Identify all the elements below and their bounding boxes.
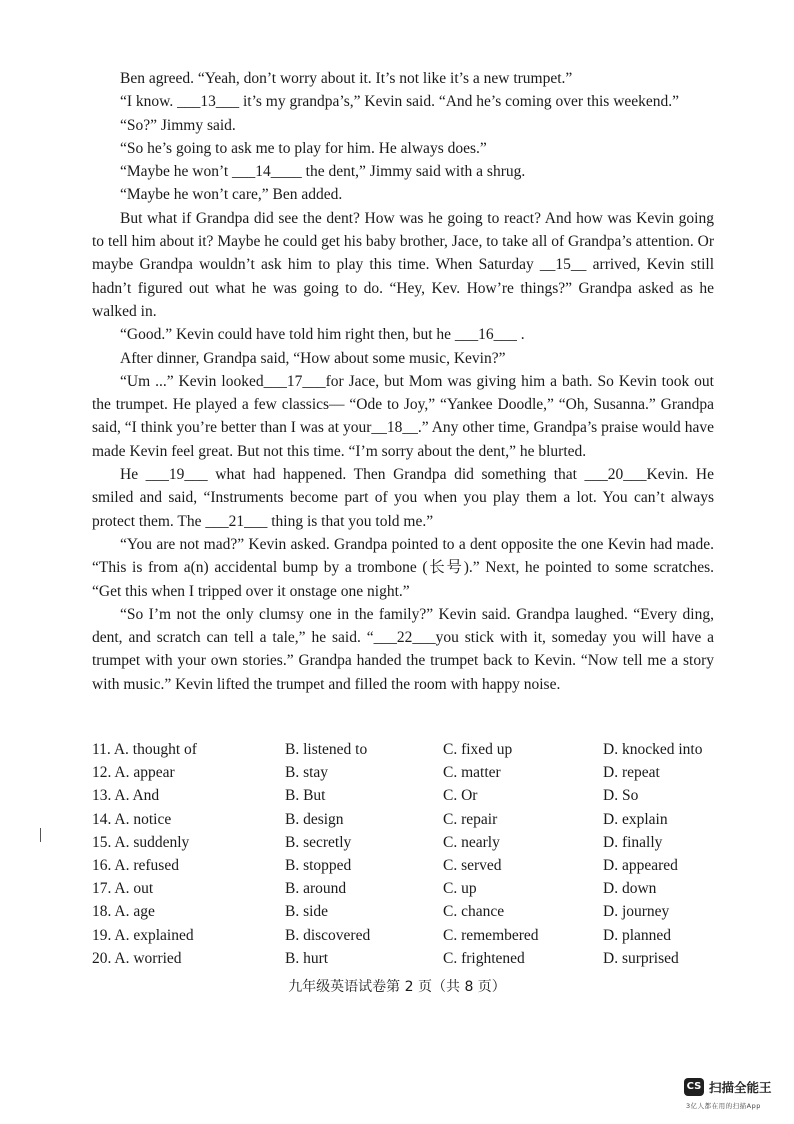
- page-footer: 九年级英语试卷第 2 页（共 8 页）: [288, 979, 506, 995]
- option-c: C. remembered: [443, 926, 539, 944]
- passage-paragraph: “Um ...” Kevin looked___17___for Jace, but Mom was giving him a bath. So Kevin took out the trumpet. He played a few classics— “Ode to Joy,” “Yankee Doodle,” “Oh, Susanna.” Grandpa said, “I think you’re better than I was at your__18__.” Any other time, Grandpa’s praise would have made Kevin feel great. But not this time. “I’m sorry about the dent,” he blurted.: [92, 372, 714, 460]
- scanner-watermark: [684, 1078, 772, 1096]
- option-a: 13. A. And: [92, 787, 160, 805]
- option-a: 15. A. suddenly: [92, 833, 190, 851]
- cs-logo-icon: CS: [684, 1078, 704, 1096]
- option-c: C. frightened: [443, 949, 525, 967]
- option-a: 17. A. out: [92, 880, 154, 898]
- option-d: D. So: [603, 787, 639, 805]
- option-c: C. up: [443, 880, 477, 898]
- answer-options: [92, 738, 722, 970]
- option-row-19: [92, 924, 722, 947]
- option-a: 19. A. explained: [92, 926, 194, 944]
- option-row-12: [92, 761, 722, 784]
- option-a: 14. A. notice: [92, 810, 172, 828]
- option-row-11: [92, 738, 722, 761]
- option-b: B. stay: [285, 764, 329, 782]
- passage-paragraph: “So?” Jimmy said.: [120, 116, 236, 134]
- option-row-15: [92, 831, 722, 854]
- option-c: C. matter: [443, 764, 501, 782]
- option-d: D. explain: [603, 810, 668, 828]
- option-b: B. But: [285, 787, 326, 805]
- option-b: B. discovered: [285, 926, 371, 944]
- passage-paragraph: “You are not mad?” Kevin asked. Grandpa pointed to a dent opposite the one Kevin had made. “This is from a(n) accidental bump by a trombone (长号).” Next, he pointed to some scratches. “Get this when I tripped over it onstage one night.”: [92, 535, 714, 600]
- scanner-tagline: 3亿人都在用的扫描App: [686, 1102, 761, 1110]
- option-d: D. journey: [603, 903, 670, 921]
- option-b: B. design: [285, 810, 344, 828]
- option-row-14: [92, 808, 722, 831]
- passage-paragraph: “So he’s going to ask me to play for him. He always does.”: [120, 139, 487, 157]
- option-d: D. repeat: [603, 764, 660, 782]
- option-b: B. around: [285, 880, 347, 898]
- passage-paragraph: He ___19___ what had happened. Then Grandpa did something that ___20___Kevin. He smiled and said, “Instruments become part of you when you play them a lot. You can’t always protect them. The ___21___ thing is that you told me.”: [92, 466, 714, 530]
- option-b: B. side: [285, 903, 329, 921]
- option-a: 18. A. age: [92, 903, 155, 921]
- passage-paragraph: “So I’m not the only clumsy one in the family?” Kevin said. Grandpa laughed. “Every ding, dent, and scratch can tell a tale,” he said. “___22___you stick with it, someday you will have a trumpet with your own stories.” Grandpa handed the trumpet back to Kevin. “Now tell me a story with music.” Kevin lifted the trumpet and filled the room with happy noise.: [92, 605, 714, 693]
- passage-paragraph: “Good.” Kevin could have told him right then, but he ___16___ .: [120, 326, 525, 344]
- option-c: C. fixed up: [443, 741, 513, 758]
- passage-paragraph: “Maybe he won’t care,” Ben added.: [120, 186, 343, 204]
- option-a: 11. A. thought of: [92, 741, 197, 758]
- option-b: B. stopped: [285, 856, 352, 874]
- option-row-18: [92, 900, 722, 923]
- option-b: B. secretly: [285, 833, 352, 851]
- option-a: 20. A. worried: [92, 949, 182, 967]
- option-c: C. chance: [443, 903, 505, 921]
- passage-paragraph: Ben agreed. “Yeah, don’t worry about it. It’s not like it’s a new trumpet.”: [120, 70, 573, 87]
- option-row-20: [92, 947, 722, 970]
- option-d: D. finally: [603, 833, 663, 851]
- passage-paragraph: But what if Grandpa did see the dent? How was he going to react? And how was Kevin going to tell him about it? Maybe he could get his baby brother, Jace, to take all of Grandpa’s attention. Or maybe Grandpa wouldn’t ask him to play this time. When Saturday __15__ arrived, Kevin still hadn’t figured out what he was going to do. “Hey, Kev. How’re things?” Grandpa asked as he walked in.: [92, 209, 714, 320]
- passage-paragraph: After dinner, Grandpa said, “How about some music, Kevin?”: [120, 349, 506, 367]
- option-c: C. Or: [443, 787, 478, 805]
- option-d: D. appeared: [603, 856, 678, 874]
- option-c: C. repair: [443, 810, 498, 828]
- passage-paragraph: “I know. ___13___ it’s my grandpa’s,” Kevin said. “And he’s coming over this weekend.”: [120, 93, 680, 111]
- option-b: B. hurt: [285, 949, 329, 967]
- option-row-13: [92, 784, 722, 807]
- option-d: D. surprised: [603, 949, 679, 967]
- option-row-17: [92, 877, 722, 900]
- option-d: D. knocked into: [603, 741, 703, 758]
- option-b: B. listened to: [285, 741, 368, 758]
- passage-paragraph: “Maybe he won’t ___14____ the dent,” Jimmy said with a shrug.: [120, 163, 526, 181]
- option-d: D. planned: [603, 926, 672, 944]
- option-a: 12. A. appear: [92, 764, 175, 782]
- option-a: 16. A. refused: [92, 856, 179, 874]
- option-c: C. nearly: [443, 833, 500, 851]
- option-row-16: [92, 854, 722, 877]
- option-c: C. served: [443, 856, 502, 874]
- scan-mark: [40, 828, 41, 842]
- scanner-app-name: 扫描全能王: [709, 1080, 772, 1095]
- option-d: D. down: [603, 880, 657, 898]
- passage-text: [92, 67, 714, 696]
